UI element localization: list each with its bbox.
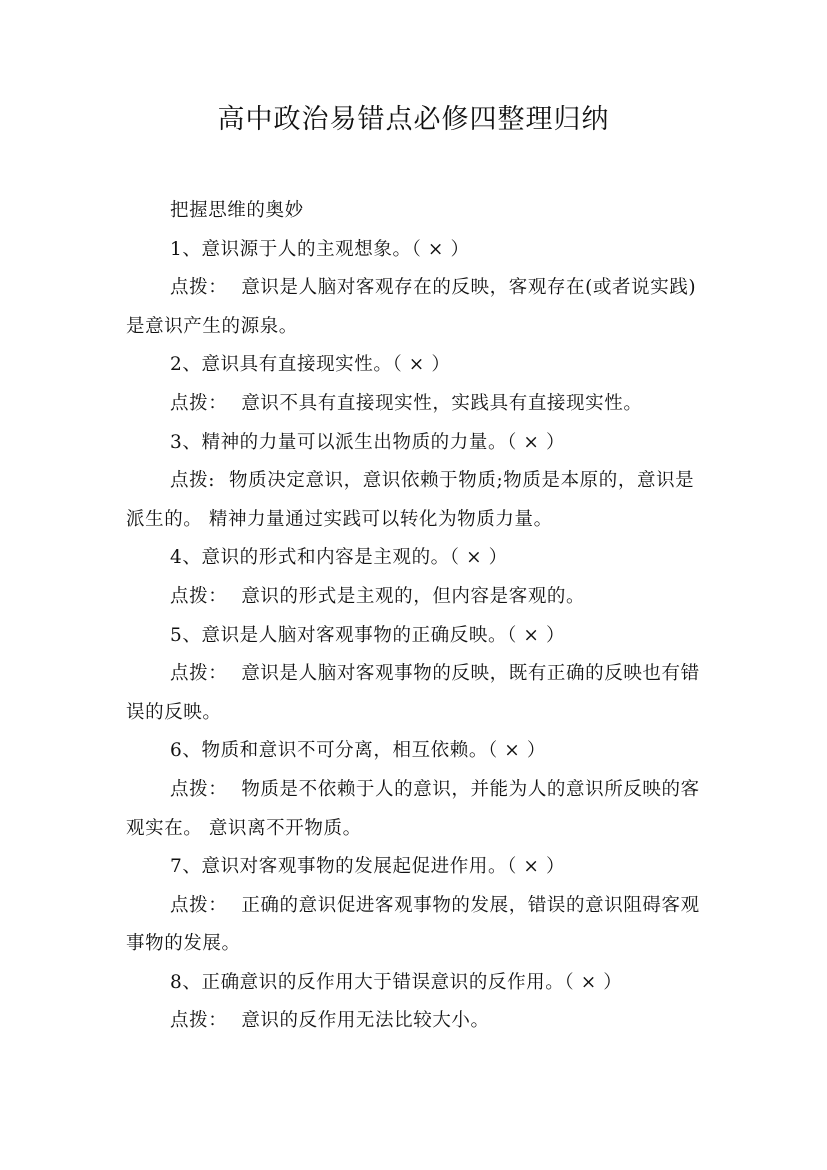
hint-label: 点拨：	[170, 894, 228, 916]
hint-text: 物质决定意识，意识依赖于物质;物质是本原的，意识是派生的。 精神力量通过实践可以转化为物质力量。	[126, 470, 695, 530]
hint-label: 点拨：	[170, 663, 228, 685]
item-hint-4	[126, 578, 711, 617]
document-title: 高中政治易错点必修四整理归纳	[217, 104, 610, 135]
item-hint-5	[126, 655, 711, 732]
section-heading: 把握思维的奥妙	[170, 200, 304, 221]
item-statement-3: 3、精神的力量可以派生出物质的力量。（ × ）	[170, 431, 566, 453]
hint-label: 点拨:	[170, 470, 216, 492]
item-hint-1	[126, 269, 711, 346]
hint-label: 点拨：	[170, 277, 228, 299]
item-hint-8	[126, 1002, 711, 1041]
hint-text: 意识的形式是主观的，但内容是客观的。	[241, 585, 586, 607]
hint-text: 正确的意识促进客观事物的发展，错误的意识阻碍客观事物的发展。	[126, 894, 700, 955]
hint-text: 意识的反作用无法比较大小。	[241, 1010, 490, 1032]
item-hint-6	[126, 771, 711, 848]
item-statement-6: 6、物质和意识不可分离，相互依赖。（ × ）	[170, 740, 546, 762]
hint-label: 点拨：	[170, 778, 228, 800]
item-statement-2: 2、意识具有直接现实性。（ × ）	[170, 354, 451, 376]
item-statement-1: 1、意识源于人的主观想象。（ × ）	[170, 238, 470, 260]
document-body	[126, 192, 711, 1041]
hint-text: 物质是不依赖于人的意识，并能为人的意识所反映的客观实在。 意识离不开物质。	[126, 778, 700, 839]
hint-text: 意识不具有直接现实性，实践具有直接现实性。	[241, 392, 643, 414]
item-hint-2	[126, 385, 711, 424]
hint-label: 点拨：	[170, 585, 228, 607]
hint-text: 意识是人脑对客观存在的反映，客观存在(或者说实践)是意识产生的源泉。	[126, 277, 697, 337]
item-statement-4: 4、意识的形式和内容是主观的。（ × ）	[170, 547, 508, 569]
item-statement-7: 7、意识对客观事物的发展起促进作用。（ × ）	[170, 856, 566, 878]
item-statement-5: 5、意识是人脑对客观事物的正确反映。（ × ）	[170, 624, 566, 646]
hint-label: 点拨：	[170, 392, 228, 414]
item-statement-8: 8、正确意识的反作用大于错误意识的反作用。（ × ）	[170, 971, 623, 993]
item-hint-3	[126, 462, 711, 539]
hint-label: 点拨：	[170, 1010, 228, 1032]
item-hint-7	[126, 887, 711, 964]
hint-text: 意识是人脑对客观事物的反映，既有正确的反映也有错误的反映。	[126, 663, 700, 723]
